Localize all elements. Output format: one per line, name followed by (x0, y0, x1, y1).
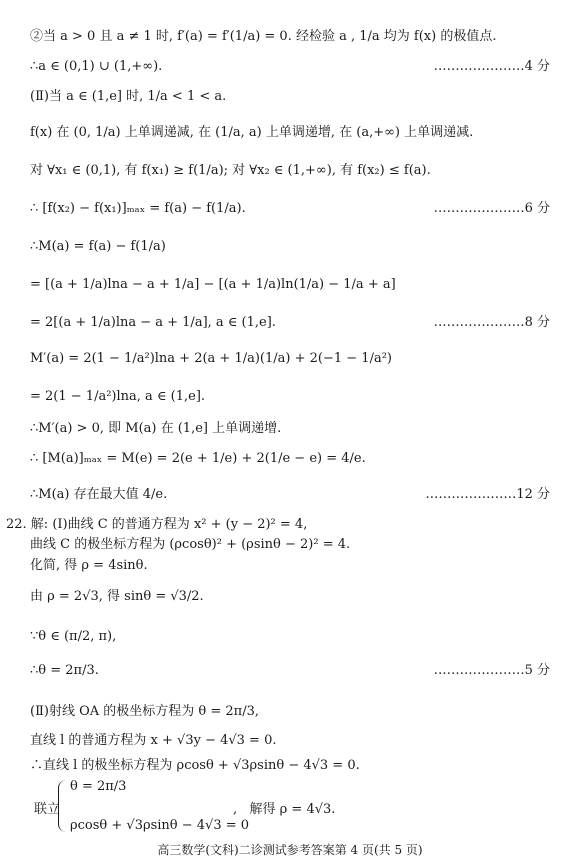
score-marker: …………………5 分 (433, 663, 550, 678)
system-equation-2: ρcosθ + √3ρsinθ − 4√3 = 0 (70, 818, 250, 833)
system-equation-1: θ = 2π/3 (70, 779, 127, 794)
score-marker: …………………4 分 (433, 59, 550, 74)
score-marker: …………………6 分 (433, 201, 550, 216)
left-brace (58, 780, 67, 832)
system-solution: , 解得 ρ = 4√3. (233, 802, 336, 817)
system-label: 联立 (34, 802, 61, 817)
score-marker: …………………12 分 (425, 487, 550, 502)
page-footer: 高三数学(文科)二诊测试参考答案第 4 页(共 5 页) (157, 843, 423, 857)
score-marker: …………………8 分 (433, 315, 550, 330)
